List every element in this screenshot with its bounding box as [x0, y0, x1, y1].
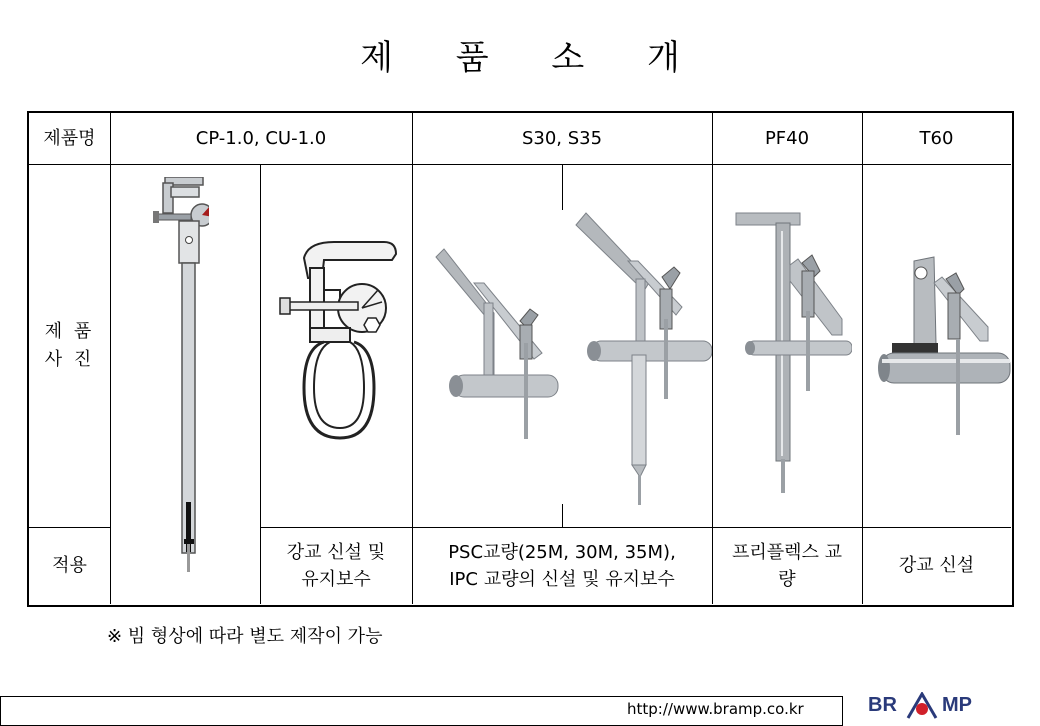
- custom-fabrication-note: ※ 빔 형상에 따라 별도 제작이 가능: [107, 626, 383, 647]
- logo-text-right: MP: [942, 694, 972, 716]
- t60-photo: [876, 253, 1016, 443]
- page-title: 제 품 소 개: [360, 38, 706, 78]
- header-product-name: 제품명: [43, 127, 96, 149]
- header-pf40: PF40: [764, 127, 810, 149]
- photo-row-label: 제 품 사 진: [44, 321, 95, 370]
- website-url[interactable]: http://www.bramp.co.kr: [627, 700, 804, 718]
- apply-cu: 강교 신설 및 유지보수: [286, 542, 386, 590]
- header-cp-cu: CP-1.0, CU-1.0: [195, 127, 327, 149]
- bramp-logo: [868, 692, 1008, 720]
- apply-t60: 강교 신설: [898, 555, 975, 576]
- col-divider: [562, 165, 563, 210]
- header-s30-s35: S30, S35: [521, 127, 603, 149]
- logo-emblem-icon: [902, 692, 942, 720]
- logo-text-left: BR: [868, 694, 897, 716]
- apply-row-label: 적용: [52, 555, 87, 576]
- pf40-photo: [732, 211, 852, 501]
- col-divider: [562, 504, 563, 528]
- row-divider: [29, 164, 1011, 165]
- cp-1-0-photo: [129, 177, 209, 577]
- apply-pf40: 프리플렉스 교 량: [731, 542, 843, 590]
- s35-photo: [572, 209, 712, 509]
- col-divider: [110, 113, 111, 604]
- cu-1-0-photo: [274, 238, 404, 448]
- product-table: [27, 111, 1014, 607]
- apply-s30: PSC교량(25M, 30M, 35M), IPC 교량의 신설 및 유지보수: [448, 542, 676, 590]
- s30-photo: [434, 243, 564, 443]
- header-t60: T60: [919, 127, 954, 149]
